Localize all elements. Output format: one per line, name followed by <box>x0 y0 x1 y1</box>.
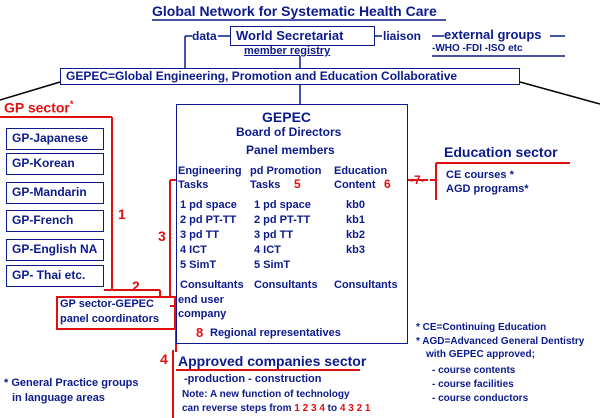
banner-diagonal-left <box>0 82 60 100</box>
agd-programs: AGD programs* <box>446 183 529 195</box>
education-item: kb1 <box>346 214 365 226</box>
promotion-item: 3 pd TT <box>254 229 294 241</box>
coordinators-line-2: panel coordinators <box>60 313 160 325</box>
engineering-consultants: Consultants <box>180 279 244 291</box>
engineering-item: 5 SimT <box>180 259 217 271</box>
liaison-label: liaison <box>383 29 422 43</box>
promotion-item: 2 pd PT-TT <box>254 214 311 226</box>
gp-group-french: GP-French <box>6 210 104 232</box>
education-consultants: Consultants <box>334 279 398 291</box>
education-sector-title: Education sector <box>444 144 558 160</box>
step-number-1: 1 <box>118 206 126 222</box>
engineering-item: 1 pd space <box>180 199 237 211</box>
member-registry: member registry <box>244 45 331 57</box>
promotion-item: 1 pd space <box>254 199 311 211</box>
footnote-agd-1: * AGD=Advanced General Dentistry <box>416 336 585 347</box>
step-number-2: 2 <box>132 278 140 294</box>
education-item: kb0 <box>346 199 365 211</box>
regional-representatives: Regional representatives <box>210 327 341 339</box>
education-title: Education Content <box>334 165 388 191</box>
gepec-banner: GEPEC=Global Engineering, Promotion and Education Collaborative <box>66 69 458 83</box>
panel-members: Panel members <box>246 143 335 157</box>
board-subtitle: Board of Directors <box>236 125 342 139</box>
world-secretariat: World Secretariat <box>236 28 344 43</box>
approved-note-2: can reverse steps from 1 2 3 4 to 4 3 2 1 <box>182 403 371 414</box>
data-label: data <box>192 29 217 43</box>
gp-group-english-na: GP-English NA <box>6 239 104 261</box>
engineering-item: 3 pd TT <box>180 229 220 241</box>
board-title: GEPEC <box>262 109 312 125</box>
step-number-7: -7- <box>410 173 425 187</box>
footnote-item: - course facilities <box>432 379 514 390</box>
promotion-item: 4 ICT <box>254 244 281 256</box>
engineering-item: 4 ICT <box>180 244 207 256</box>
education-items <box>346 198 365 258</box>
external-groups-list: -WHO -FDI -ISO etc <box>432 43 523 54</box>
footnote-item: - course contents <box>432 365 516 376</box>
gp-sector-title: GP sector* <box>4 99 74 116</box>
page-title: Global Network for Systematic Health Care <box>152 3 437 19</box>
education-item: kb3 <box>346 244 365 256</box>
approved-title: Approved companies sector <box>178 353 367 369</box>
engineering-items <box>180 198 237 273</box>
ce-courses: CE courses * <box>446 169 514 181</box>
approved-note-1: Note: A new function of technology <box>182 389 350 400</box>
step-number-5: 5 <box>294 177 301 191</box>
banner-diagonal-right <box>520 82 600 104</box>
step-number-4: 4 <box>160 351 168 367</box>
footnote-agd-2: with GEPEC approved; <box>426 349 535 360</box>
engineering-title: Engineering Tasks <box>178 165 242 191</box>
gp-group-korean: GP-Korean <box>6 153 104 175</box>
footnote-left-1: * General Practice groups <box>4 377 139 389</box>
gp-group-japanese: GP-Japanese <box>6 128 104 150</box>
footnote-left-2: in language areas <box>12 392 105 404</box>
end-user-label: end user company <box>178 294 227 320</box>
gp-group-thai: GP- Thai etc. <box>6 265 104 287</box>
external-groups-label: external groups <box>444 27 542 42</box>
education-item: kb2 <box>346 229 365 241</box>
step-number-8: 8 <box>196 325 204 340</box>
footnote-ce: * CE=Continuing Education <box>416 322 547 333</box>
approved-sub: -production - construction <box>184 373 322 385</box>
step-number-6: 6 <box>384 177 391 191</box>
step-number-3: 3 <box>158 228 166 244</box>
promotion-items <box>254 198 311 273</box>
coordinators-line-1: GP sector-GEPEC <box>60 298 154 310</box>
engineering-item: 2 pd PT-TT <box>180 214 237 226</box>
gp-group-mandarin: GP-Mandarin <box>6 182 104 204</box>
promotion-consultants: Consultants <box>254 279 318 291</box>
promotion-title: pd Promotion Tasks <box>250 165 322 191</box>
promotion-item: 5 SimT <box>254 259 291 271</box>
footnote-item: - course conductors <box>432 393 529 404</box>
